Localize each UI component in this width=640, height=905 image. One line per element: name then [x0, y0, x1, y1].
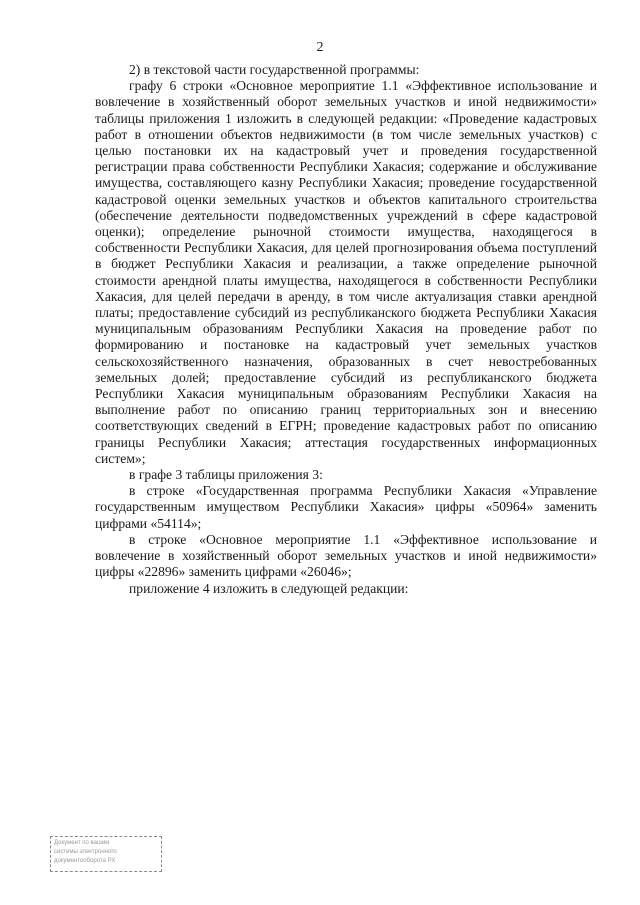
paragraph-program-row-change: в строке «Государственная программа Республики Хакасия «Управление государственным имуществом Республики Хакасия» цифры «50964» заменить цифрами «54114»; — [95, 483, 597, 531]
stamp-line: Документ по вашим — [54, 840, 110, 846]
stamp-line: документооборота РХ — [54, 858, 116, 864]
stamp-line: системы электронного — [54, 849, 117, 855]
paragraph-measure-row-change: в строке «Основное мероприятие 1.1 «Эффективное использование и вовлечение в хозяйственный оборот земельных участков и иной недвижимости» цифры «22896» заменить цифрами «26046»; — [95, 531, 597, 580]
paragraph-section-heading: 2) в текстовой части государственной программы: — [129, 62, 420, 77]
paragraph-appendix4-intro: приложение 4 изложить в следующей редакции: — [129, 580, 409, 596]
paragraph-appendix1-replacement: графу 6 строки «Основное мероприятие 1.1 «Эффективное использование и вовлечение в хозяйственный оборот земельных участков и иной недвижимости» таблицы приложения 1 изложить в следующей редакции: «Проведение кадастровых работ в отношении объектов недвижимости (в том числе земельных участков) с целью постановки их на кадастровый учет и проведения государственной регистрации права собственности Республики Хакасия; содержание и обслуживание имущества, составляющего казну Республики Хакасия; проведение государственной кадастровой оценки земельных участков и объектов капитального строительства (обеспечение деятельности подведомственных учреждений в сфере кадастровой оценки); определение рыночной стоимости имущества, находящегося в собственности Республики Хакасия, для целей прогнозирования объема поступлений в бюджет Республики Хакасия и реализации, а также определение рыночной стоимости арендной платы имущества, находящегося в собственности Республики Хакасия, для целей передачи в аренду, в том числе актуализация ставки арендной платы; предоставление субсидий из республиканского бюджета Республики Хакасия муниципальным образованиям Республики Хакасия на проведение работ по формированию и постановке на кадастровый учет земельных участков сельскохозяйственного назначения, образованных в счет невостребованных земельных долей; предоставление субсидий из республиканского бюджета Республики Хакасия муниципальным образованиям Республики Хакасия на выполнение работ по описанию границ территориальных зон и внесению соответствующих сведений в ЕГРН; проведение кадастровых работ по описанию границы Республики Хакасия; аттестация государственных информационных систем»; — [95, 78, 597, 466]
electronic-document-stamp — [50, 836, 162, 872]
paragraph-appendix3-intro: в графе 3 таблицы приложения 3: — [129, 467, 323, 483]
document-body — [95, 62, 597, 597]
page-number: 2 — [316, 40, 324, 55]
